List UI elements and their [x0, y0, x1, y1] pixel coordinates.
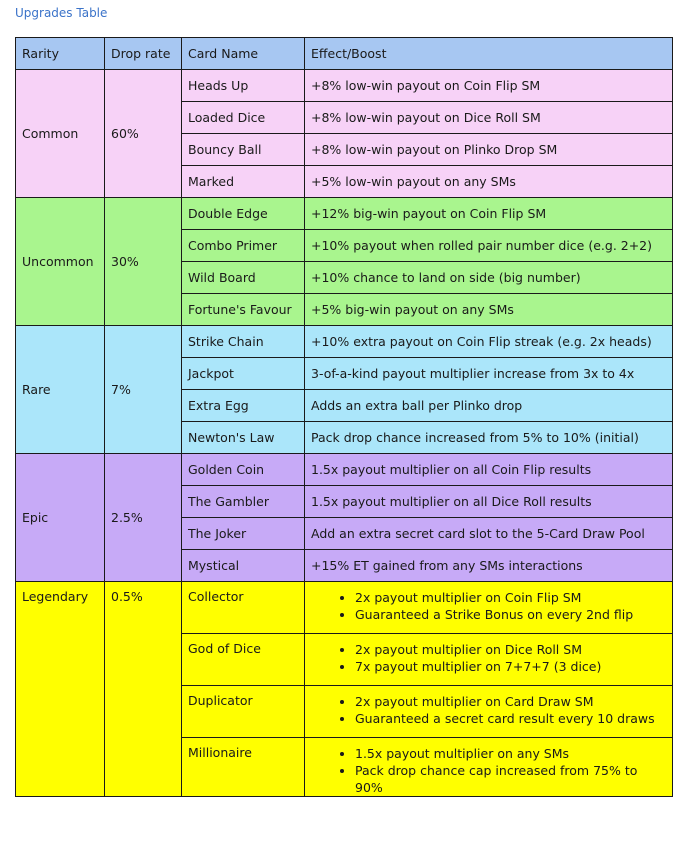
effect-cell — [305, 738, 673, 797]
header-drop-rate: Drop rate — [105, 38, 182, 70]
card-name-cell: Strike Chain — [182, 326, 305, 358]
effect-cell: +10% extra payout on Coin Flip streak (e.g. 2x heads) — [305, 326, 673, 358]
rarity-cell-common: Common — [16, 70, 105, 198]
effect-cell: +5% big-win payout on any SMs — [305, 294, 673, 326]
effect-cell — [305, 686, 673, 738]
rarity-cell-uncommon: Uncommon — [16, 198, 105, 326]
card-name-cell: Millionaire — [182, 738, 305, 797]
header-effect: Effect/Boost — [305, 38, 673, 70]
effect-cell: 3-of-a-kind payout multiplier increase from 3x to 4x — [305, 358, 673, 390]
header-card-name: Card Name — [182, 38, 305, 70]
upgrades-table — [15, 37, 673, 797]
effect-bullet: • 1.5x payout multiplier on any SMs — [355, 745, 666, 762]
effect-cell: 1.5x payout multiplier on all Dice Roll results — [305, 486, 673, 518]
effect-cell: +8% low-win payout on Coin Flip SM — [305, 70, 673, 102]
card-name-cell: Double Edge — [182, 198, 305, 230]
effect-cell: Adds an extra ball per Plinko drop — [305, 390, 673, 422]
table-title: Upgrades Table — [15, 6, 108, 20]
effect-list — [311, 693, 666, 727]
effect-list — [311, 641, 666, 675]
card-name-cell: Newton's Law — [182, 422, 305, 454]
card-name-cell: Duplicator — [182, 686, 305, 738]
table-row — [16, 70, 673, 102]
effect-bullet: • 7x payout multiplier on 7+7+7 (3 dice) — [355, 658, 666, 675]
effect-bullet: • 2x payout multiplier on Dice Roll SM — [355, 641, 666, 658]
table-row — [16, 582, 673, 634]
effect-cell: +8% low-win payout on Dice Roll SM — [305, 102, 673, 134]
card-name-cell: Bouncy Ball — [182, 134, 305, 166]
header-rarity: Rarity — [16, 38, 105, 70]
effect-cell: +12% big-win payout on Coin Flip SM — [305, 198, 673, 230]
effect-cell: +8% low-win payout on Plinko Drop SM — [305, 134, 673, 166]
card-name-cell: Marked — [182, 166, 305, 198]
drop-rate-cell-common: 60% — [105, 70, 182, 198]
header-row — [16, 38, 673, 70]
card-name-cell: Heads Up — [182, 70, 305, 102]
card-name-cell: God of Dice — [182, 634, 305, 686]
effect-cell: +10% chance to land on side (big number) — [305, 262, 673, 294]
card-name-cell: Mystical — [182, 550, 305, 582]
card-name-cell: Extra Egg — [182, 390, 305, 422]
rarity-cell-legendary: Legendary — [16, 582, 105, 797]
table-row — [16, 198, 673, 230]
effect-cell: Add an extra secret card slot to the 5-Card Draw Pool — [305, 518, 673, 550]
effect-cell: +5% low-win payout on any SMs — [305, 166, 673, 198]
card-name-cell: The Gambler — [182, 486, 305, 518]
card-name-cell: Fortune's Favour — [182, 294, 305, 326]
rarity-cell-epic: Epic — [16, 454, 105, 582]
effect-bullet: • 2x payout multiplier on Card Draw SM — [355, 693, 666, 710]
drop-rate-cell-epic: 2.5% — [105, 454, 182, 582]
effect-bullet: • Guaranteed a secret card result every 10 draws — [355, 710, 666, 727]
effect-bullet: • Guaranteed a Strike Bonus on every 2nd flip — [355, 606, 666, 623]
rarity-cell-rare: Rare — [16, 326, 105, 454]
card-name-cell: Combo Primer — [182, 230, 305, 262]
table-row — [16, 454, 673, 486]
effect-bullet: • 2x payout multiplier on Coin Flip SM — [355, 589, 666, 606]
effect-list — [311, 589, 666, 623]
effect-cell: Pack drop chance increased from 5% to 10% (initial) — [305, 422, 673, 454]
table-row — [16, 326, 673, 358]
effect-bullet: • Pack drop chance cap increased from 75% to 90% — [355, 762, 666, 796]
card-name-cell: Loaded Dice — [182, 102, 305, 134]
card-name-cell: Jackpot — [182, 358, 305, 390]
drop-rate-cell-legendary: 0.5% — [105, 582, 182, 797]
effect-cell: +15% ET gained from any SMs interactions — [305, 550, 673, 582]
card-name-cell: Wild Board — [182, 262, 305, 294]
drop-rate-cell-rare: 7% — [105, 326, 182, 454]
card-name-cell: Collector — [182, 582, 305, 634]
effect-list — [311, 745, 666, 796]
card-name-cell: The Joker — [182, 518, 305, 550]
effect-cell: 1.5x payout multiplier on all Coin Flip results — [305, 454, 673, 486]
effect-cell — [305, 634, 673, 686]
drop-rate-cell-uncommon: 30% — [105, 198, 182, 326]
card-name-cell: Golden Coin — [182, 454, 305, 486]
effect-cell: +10% payout when rolled pair number dice (e.g. 2+2) — [305, 230, 673, 262]
effect-cell — [305, 582, 673, 634]
